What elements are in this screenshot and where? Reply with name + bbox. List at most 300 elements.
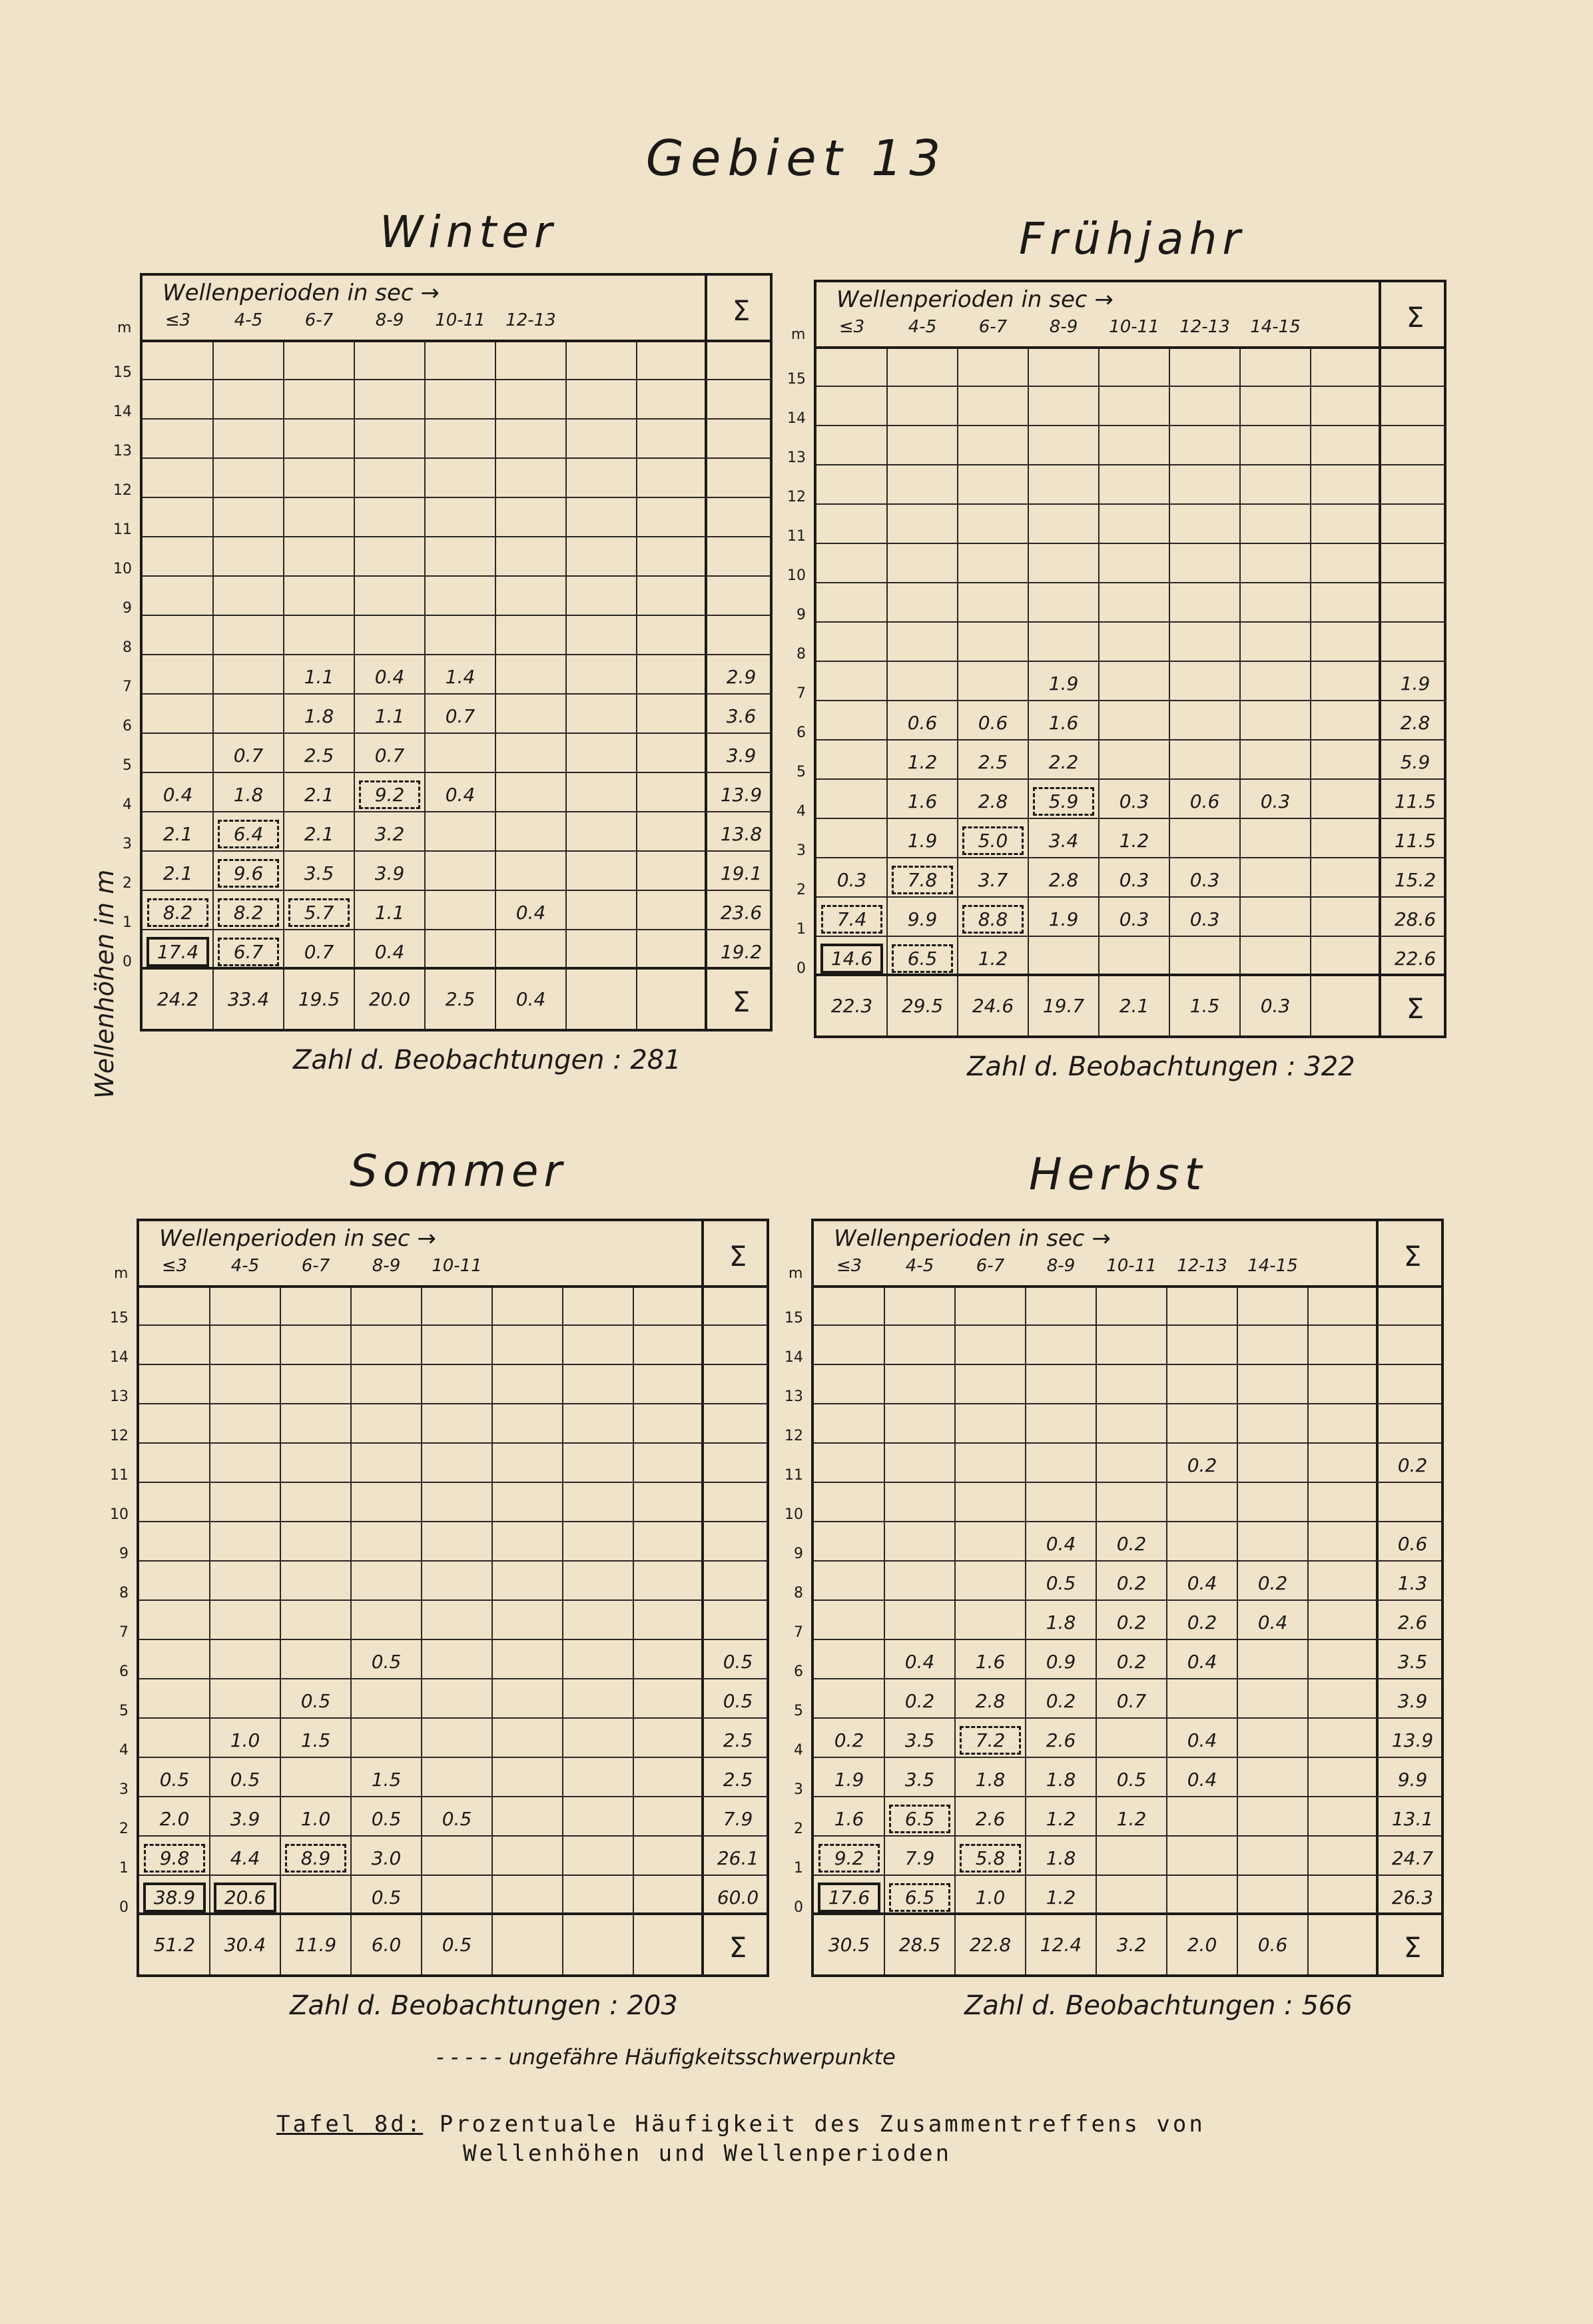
table-cell: 3.7 (978, 869, 1008, 891)
grid-hline (814, 1324, 1441, 1326)
row-sum: 3.6 (726, 705, 757, 727)
period-label: 6-7 (976, 1256, 1005, 1276)
column-total: 0.3 (1260, 995, 1291, 1017)
column-total: 6.0 (371, 1934, 402, 1956)
grid-vline (354, 342, 355, 1029)
grid-hline (816, 661, 1444, 662)
grid-hline (814, 1560, 1441, 1562)
table-cell: 6.7 (221, 941, 276, 963)
grid-vline (424, 342, 426, 1029)
y-tick-label: 10 (787, 567, 806, 584)
row-sum: 0.5 (723, 1651, 753, 1673)
table-cell: 0.2 (1187, 1454, 1217, 1476)
table-cell: 3.5 (904, 1729, 935, 1751)
grid-hline (143, 929, 770, 930)
grid-hline (816, 857, 1444, 858)
grid-vline (886, 349, 888, 1035)
table-cell: 5.8 (963, 1847, 1018, 1869)
grid-hline (139, 1521, 767, 1522)
period-label: 10-11 (432, 1256, 482, 1276)
grid-hline (816, 621, 1444, 623)
y-tick-label: 14 (785, 1349, 803, 1366)
table-cell: 1.9 (1048, 908, 1079, 930)
grid-hline (143, 418, 770, 420)
grid-vline (1307, 1288, 1309, 1974)
table-cell: 0.4 (162, 784, 193, 806)
grid-hline (814, 1482, 1441, 1483)
table-cell: 0.5 (300, 1690, 331, 1712)
row-sum: 26.3 (1391, 1887, 1434, 1908)
table-cell: 1.2 (1046, 1887, 1076, 1908)
table-cell: 0.9 (1046, 1651, 1076, 1673)
y-tick-label: 0 (119, 1899, 129, 1916)
table-cell: 0.2 (1116, 1533, 1147, 1555)
table-cell: 1.5 (371, 1769, 402, 1791)
table-cell: 0.3 (1189, 869, 1220, 891)
table-cell: 0.7 (374, 744, 405, 766)
y-tick-label: 14 (787, 410, 806, 427)
period-label: 8-9 (375, 310, 404, 330)
period-label: 8-9 (372, 1256, 401, 1276)
period-label: 4-5 (905, 1256, 934, 1276)
grid-hline (816, 936, 1444, 937)
table-cell: 6.5 (892, 1887, 947, 1908)
y-tick-label: 5 (794, 1703, 803, 1719)
y-tick-label: 8 (794, 1585, 803, 1601)
y-tick-label: 12 (110, 1428, 129, 1444)
grid-hline (143, 536, 770, 537)
row-sum: 0.2 (1397, 1454, 1428, 1476)
row-sum: 28.6 (1394, 908, 1436, 930)
grid-hline (814, 1364, 1441, 1365)
y-tick-label: 11 (785, 1467, 803, 1484)
y-tick-label: 8 (119, 1585, 129, 1601)
table-cell: 0.4 (374, 941, 405, 963)
grid-hline (139, 1757, 767, 1758)
grid-hline (816, 464, 1444, 465)
table-cell: 1.6 (975, 1651, 1006, 1673)
table-cell: 6.4 (221, 823, 276, 845)
row-sum: 22.6 (1394, 948, 1436, 970)
grid-vline (350, 1288, 352, 1974)
grid-hline (816, 503, 1444, 505)
table-cell: 0.6 (1189, 790, 1220, 812)
y-tick-label: 7 (123, 679, 132, 695)
table-cell: 0.5 (371, 1651, 402, 1673)
row-sum: 19.2 (720, 941, 763, 963)
grid-vline (884, 1288, 885, 1974)
y-tick-label: 9 (119, 1546, 129, 1562)
grid-vline (280, 1288, 281, 1974)
period-label: 10-11 (1109, 317, 1159, 337)
totals-divider (816, 974, 1444, 976)
grid-hline (143, 575, 770, 577)
grid-hline (139, 1560, 767, 1562)
y-tick-label: 4 (794, 1742, 803, 1759)
table-cell: 1.1 (304, 666, 334, 688)
table-cell: 7.8 (895, 869, 950, 891)
y-tick-label: 2 (123, 875, 132, 892)
grid-hline (139, 1835, 767, 1837)
y-tick-label: 1 (119, 1860, 129, 1877)
grid-vline (212, 342, 214, 1029)
table-cell: 0.4 (904, 1651, 935, 1673)
table-cell: 1.2 (907, 751, 938, 773)
grid-hline (139, 1875, 767, 1876)
grid-hline (814, 1442, 1441, 1444)
table-cell: 0.2 (1046, 1690, 1076, 1712)
table-cell: 5.9 (1036, 790, 1091, 812)
grid-hline (816, 896, 1444, 898)
y-tick-label: 1 (123, 914, 132, 931)
grid-hline (143, 457, 770, 459)
grid-sommer (137, 1219, 769, 1977)
table-cell: 0.2 (1187, 1611, 1217, 1633)
grid-vline (491, 1288, 493, 1974)
table-cell: 3.9 (230, 1808, 260, 1830)
period-header-label: Wellenperioden in sec → (834, 1225, 1111, 1252)
period-header-label: Wellenperioden in sec → (159, 1225, 436, 1252)
period-label: 6-7 (978, 317, 1008, 337)
period-label: 12-13 (1179, 317, 1230, 337)
table-cell: 0.4 (1187, 1729, 1217, 1751)
grid-hline (814, 1875, 1441, 1876)
table-cell: 0.7 (233, 744, 264, 766)
grid-hline (139, 1364, 767, 1365)
table-cell: 2.8 (978, 790, 1008, 812)
row-sum: 1.3 (1397, 1572, 1428, 1594)
column-total: 29.5 (901, 995, 944, 1017)
observation-count: Zahl d. Beobachtungen : 322 (967, 1051, 1355, 1082)
grid-vline (1028, 349, 1029, 1035)
grid-vline (636, 342, 637, 1029)
table-cell: 3.5 (304, 862, 334, 884)
grid-vline (421, 1288, 422, 1974)
grid-hline (143, 615, 770, 616)
table-cell: 0.3 (1260, 790, 1291, 812)
y-tick-label: 1 (796, 921, 806, 938)
column-total: 0.5 (442, 1934, 472, 1956)
row-sum: 13.8 (720, 823, 763, 845)
panel-winter (113, 273, 773, 1031)
table-cell: 0.5 (371, 1808, 402, 1830)
table-cell: 8.2 (151, 902, 205, 924)
period-label: 8-9 (1046, 1256, 1076, 1276)
grid-vline (562, 1288, 563, 1974)
period-label: 6-7 (304, 310, 334, 330)
column-total: 33.4 (227, 988, 270, 1010)
period-label: 4-5 (234, 310, 263, 330)
row-sum: 2.5 (723, 1729, 753, 1751)
table-cell: 1.0 (300, 1808, 331, 1830)
grid-vline (954, 1288, 956, 1974)
period-label: 12-13 (1177, 1256, 1227, 1276)
period-header-label: Wellenperioden in sec → (836, 286, 1114, 313)
y-tick-label: 11 (110, 1467, 129, 1484)
table-cell: 0.2 (1116, 1611, 1147, 1633)
y-tick-label: 9 (123, 600, 132, 617)
row-sum: 24.7 (1391, 1847, 1434, 1869)
grid-hline (816, 543, 1444, 544)
table-cell: 2.0 (159, 1808, 190, 1830)
y-tick-label: 1 (794, 1860, 803, 1877)
y-tick-label: 8 (123, 639, 132, 656)
column-total: 11.9 (294, 1934, 337, 1956)
row-sum: 1.9 (1400, 673, 1431, 695)
grid-vline (283, 342, 284, 1029)
y-tick-label: 4 (796, 803, 806, 820)
y-tick-label: 4 (119, 1742, 129, 1759)
y-tick-label: 10 (110, 1506, 129, 1523)
grid-hline (816, 739, 1444, 740)
grid-vline (1237, 1288, 1238, 1974)
y-tick-label: 6 (119, 1663, 129, 1680)
column-total: 19.5 (298, 988, 340, 1010)
table-cell: 2.1 (162, 823, 193, 845)
column-total: 19.7 (1042, 995, 1085, 1017)
totals-sigma: Σ (1403, 1931, 1422, 1964)
grid-hline (814, 1403, 1441, 1404)
table-cell: 14.6 (824, 948, 879, 970)
table-cell: 1.2 (1116, 1808, 1147, 1830)
y-tick-label: 6 (796, 725, 806, 741)
grid-hline (816, 818, 1444, 819)
table-cell: 0.5 (442, 1808, 472, 1830)
y-tick-label: 3 (796, 842, 806, 859)
table-cell: 1.6 (1048, 712, 1079, 734)
grid-hline (143, 890, 770, 891)
legend-note: - - - - - ungefähre Häufigkeitsschwerpunkte (436, 2044, 896, 2070)
period-label: 14-15 (1250, 317, 1301, 337)
table-cell: 8.2 (221, 902, 276, 924)
table-cell: 0.4 (445, 784, 476, 806)
table-cell: 8.8 (966, 908, 1020, 930)
period-label: ≤3 (836, 1256, 862, 1276)
column-total: 30.4 (224, 1934, 266, 1956)
figure-caption (276, 2110, 1205, 2168)
grid-vline (1239, 349, 1241, 1035)
row-sum: 11.5 (1394, 790, 1436, 812)
table-cell: 1.2 (978, 948, 1008, 970)
sigma-header: Σ (1403, 1240, 1422, 1273)
row-sum: 2.8 (1400, 712, 1431, 734)
table-cell: 0.3 (1119, 908, 1149, 930)
table-cell: 2.1 (304, 784, 334, 806)
y-tick-label: 13 (787, 449, 806, 466)
totals-sigma: Σ (1406, 992, 1425, 1025)
period-label: ≤3 (838, 317, 865, 337)
y-tick-label: 15 (785, 1310, 803, 1326)
grid-hline (139, 1442, 767, 1444)
table-cell: 0.7 (304, 941, 334, 963)
table-cell: 20.6 (218, 1887, 272, 1908)
y-tick-label: 9 (796, 607, 806, 623)
observation-count: Zahl d. Beobachtungen : 203 (290, 1990, 678, 2021)
y-tick-label: 5 (123, 757, 132, 774)
column-total: 28.5 (898, 1934, 941, 1956)
column-total: 0.4 (515, 988, 546, 1010)
period-label: ≤3 (164, 310, 191, 330)
table-cell: 9.6 (221, 862, 276, 884)
period-label: 8-9 (1049, 317, 1078, 337)
table-cell: 2.6 (1046, 1729, 1076, 1751)
y-axis-label: Wellenhöhen in m (90, 869, 119, 1099)
table-cell: 9.8 (147, 1847, 202, 1869)
table-cell: 17.6 (822, 1887, 876, 1908)
column-total: 51.2 (153, 1934, 196, 1956)
row-sum: 9.9 (1397, 1769, 1428, 1791)
season-title-herbst: Herbst (1029, 1149, 1207, 1200)
grid-hline (139, 1678, 767, 1679)
row-sum: 15.2 (1394, 869, 1436, 891)
y-tick-label: 9 (794, 1546, 803, 1562)
table-cell: 1.1 (374, 902, 405, 924)
panel-fruehjahr (787, 280, 1446, 1038)
y-tick-label: 3 (794, 1781, 803, 1798)
table-cell: 1.6 (907, 790, 938, 812)
observation-count: Zahl d. Beobachtungen : 281 (293, 1045, 681, 1075)
grid-vline (957, 349, 958, 1035)
table-cell: 3.0 (371, 1847, 402, 1869)
y-tick-label: 7 (119, 1624, 129, 1641)
grid-hline (814, 1835, 1441, 1837)
y-tick-label: 0 (796, 960, 806, 977)
grid-hline (816, 425, 1444, 426)
table-cell: 0.5 (230, 1769, 260, 1791)
table-cell: 8.9 (288, 1847, 343, 1869)
table-cell: 6.5 (892, 1808, 947, 1830)
caption-line-2: Wellenhöhen und Wellenperioden (463, 2140, 952, 2167)
row-sum: 13.1 (1391, 1808, 1434, 1830)
y-tick-label: 15 (110, 1310, 129, 1326)
grid-hline (139, 1796, 767, 1797)
table-cell: 1.4 (445, 666, 476, 688)
grid-herbst (811, 1219, 1444, 1977)
table-cell: 0.2 (904, 1690, 935, 1712)
grid-hline (814, 1639, 1441, 1640)
grid-vline (633, 1288, 634, 1974)
y-tick-label: 7 (794, 1624, 803, 1641)
table-cell: 1.8 (1046, 1611, 1076, 1633)
totals-sigma: Σ (732, 986, 751, 1018)
grid-hline (139, 1717, 767, 1719)
page-title: Gebiet 13 (645, 130, 948, 187)
grid-vline (1098, 349, 1100, 1035)
y-tick-label: 10 (113, 561, 132, 577)
table-cell: 0.4 (515, 902, 546, 924)
row-sum: 0.5 (723, 1690, 753, 1712)
grid-hline (816, 700, 1444, 701)
table-cell: 0.5 (159, 1769, 190, 1791)
column-total: 0.6 (1257, 1934, 1288, 1956)
table-cell: 6.5 (895, 948, 950, 970)
table-cell: 1.6 (834, 1808, 864, 1830)
grid-hline (814, 1678, 1441, 1679)
column-total: 2.0 (1187, 1934, 1217, 1956)
period-header-label: Wellenperioden in sec → (162, 280, 440, 306)
grid-hline (814, 1717, 1441, 1719)
table-cell: 0.6 (907, 712, 938, 734)
row-sum: 26.1 (717, 1847, 759, 1869)
table-cell: 1.9 (907, 830, 938, 852)
column-total: 3.2 (1116, 1934, 1147, 1956)
y-tick-label: 4 (123, 796, 132, 813)
table-cell: 5.7 (292, 902, 346, 924)
y-tick-label: 0 (794, 1899, 803, 1916)
row-sum: 60.0 (717, 1887, 759, 1908)
table-cell: 1.8 (304, 705, 334, 727)
row-sum: 2.6 (1397, 1611, 1428, 1633)
y-tick-label: 7 (796, 685, 806, 702)
table-cell: 9.9 (907, 908, 938, 930)
grid-hline (139, 1482, 767, 1483)
grid-hline (816, 582, 1444, 583)
table-cell: 0.3 (1189, 908, 1220, 930)
y-tick-label: 12 (113, 482, 132, 499)
y-tick-label: 15 (787, 371, 806, 388)
table-cell: 1.9 (834, 1769, 864, 1791)
column-total: 24.2 (157, 988, 199, 1010)
table-cell: 0.2 (1116, 1572, 1147, 1594)
table-cell: 1.8 (233, 784, 264, 806)
column-total: 1.5 (1189, 995, 1220, 1017)
grid-vline (1169, 349, 1170, 1035)
row-sum: 23.6 (720, 902, 763, 924)
row-sum: 2.9 (726, 666, 757, 688)
y-tick-label: 0 (123, 954, 132, 970)
grid-vline (209, 1288, 210, 1974)
table-cell: 0.3 (836, 869, 867, 891)
table-cell: 7.4 (824, 908, 879, 930)
row-sum: 13.9 (720, 784, 763, 806)
y-tick-label: 2 (119, 1821, 129, 1837)
table-cell: 9.2 (822, 1847, 876, 1869)
table-cell: 1.5 (300, 1729, 331, 1751)
table-cell: 0.7 (445, 705, 476, 727)
column-total: 30.5 (828, 1934, 870, 1956)
period-label: ≤3 (161, 1256, 188, 1276)
grid-hline (814, 1757, 1441, 1758)
y-unit-label: m (114, 1265, 129, 1282)
y-unit-label: m (791, 326, 806, 343)
row-sum: 7.9 (723, 1808, 753, 1830)
column-total: 20.0 (368, 988, 411, 1010)
column-total: 24.6 (972, 995, 1014, 1017)
table-cell: 7.9 (904, 1847, 935, 1869)
period-label: 10-11 (1106, 1256, 1157, 1276)
grid-hline (143, 732, 770, 734)
y-tick-label: 12 (785, 1428, 803, 1444)
grid-hline (139, 1599, 767, 1601)
row-sum: 3.9 (1397, 1690, 1428, 1712)
observation-count: Zahl d. Beobachtungen : 566 (964, 1990, 1353, 2021)
grid-hline (143, 693, 770, 695)
grid-hline (139, 1639, 767, 1640)
grid-hline (814, 1796, 1441, 1797)
panel-herbst (785, 1219, 1444, 1977)
grid-hline (139, 1324, 767, 1326)
table-cell: 0.7 (1116, 1690, 1147, 1712)
table-cell: 0.4 (1187, 1651, 1217, 1673)
grid-hline (814, 1599, 1441, 1601)
y-tick-label: 13 (785, 1388, 803, 1405)
table-cell: 1.8 (975, 1769, 1006, 1791)
y-tick-label: 11 (113, 521, 132, 538)
table-cell: 1.2 (1119, 830, 1149, 852)
y-tick-label: 6 (794, 1663, 803, 1680)
table-cell: 5.0 (966, 830, 1020, 852)
table-cell: 4.4 (230, 1847, 260, 1869)
